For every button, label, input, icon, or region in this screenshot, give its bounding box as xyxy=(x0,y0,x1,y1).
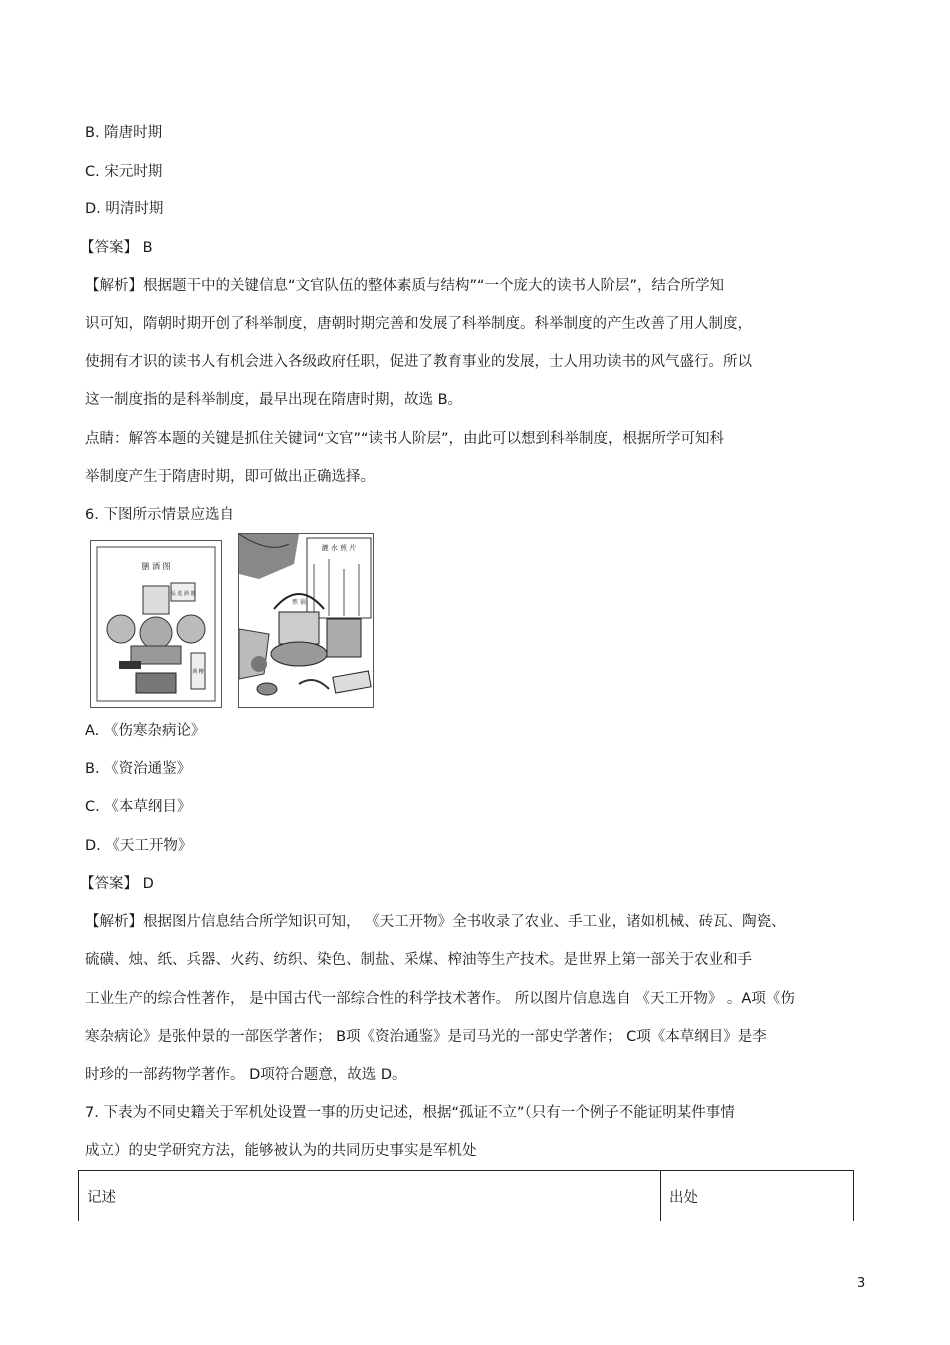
fig-left-label-1: 品 选 酒 器 xyxy=(170,591,196,597)
question-stem: 7. 下表为不同史籍关于军机处设置一事的历史记述，根据“孤证不立”（只有一个例子不能证明某件事情 xyxy=(85,1105,735,1121)
analysis-line: 硫磺、烛、纸、兵器、火药、纺织、染色、制盐、采煤、榨油等生产技术。是世界上第一部关于农业和手 xyxy=(85,952,752,968)
analysis-line: 寒杂病论》是张仲景的一部医学著作； B项《资治通鉴》是司马光的一部史学著作； C项《本草纲目》是李 xyxy=(85,1029,767,1045)
option-b: B. 《资治通鉴》 xyxy=(85,761,192,777)
analysis-line: 工业生产的综合性著作， 是中国古代一部综合性的科学技术著作。 所以图片信息选自 《天工开物》 。A项《伤 xyxy=(85,991,795,1007)
table-header-source: 出处 xyxy=(661,1171,854,1222)
option-d: D. 《天工开物》 xyxy=(85,838,193,854)
tips-line: 点睛：解答本题的关键是抓住关键词“文官”“读书人阶层”，由此可以想到科举制度，根据所学可知科 xyxy=(85,431,725,447)
table-header-row xyxy=(79,1171,854,1222)
fig-left-title: 膳 酒 图 xyxy=(141,562,171,571)
fig-right-label-1: 煎 锅 xyxy=(292,599,306,606)
records-table xyxy=(78,1170,854,1221)
analysis-line: 【解析】根据图片信息结合所学知识可知， 《天工开物》全书收录了农业、手工业，诸如机械、砖瓦、陶瓷、 xyxy=(85,914,786,930)
question-stem: 6. 下图所示情景应选自 xyxy=(85,507,234,523)
table-header-record: 记述 xyxy=(79,1171,661,1222)
option-d: D. 明清时期 xyxy=(85,201,164,217)
option-b: B. 隋唐时期 xyxy=(85,125,163,141)
answer-label: 【答案】 D xyxy=(80,876,154,892)
tips-line: 举制度产生于隋唐时期，即可做出正确选择。 xyxy=(85,469,375,485)
analysis-line: 【解析】根据题干中的关键信息“文官队伍的整体素质与结构”“一个庞大的读书人阶层”，结合所学知 xyxy=(85,278,725,294)
analysis-line: 时珍的一部药物学著作。 D项符合题意，故选 D。 xyxy=(85,1067,407,1083)
woodcut-left-drawing xyxy=(91,541,221,707)
analysis-line: 识可知，隋朝时期开创了科举制度，唐朝时期完善和发展了科举制度。科举制度的产生改善了用人制度， xyxy=(85,316,752,332)
option-c: C. 宋元时期 xyxy=(85,164,163,180)
page-number: 3 xyxy=(857,1276,866,1291)
analysis-line: 这一制度指的是科举制度，最早出现在隋唐时期，故选 B。 xyxy=(85,392,463,408)
woodcut-illustration-left xyxy=(90,540,222,708)
answer-label: 【答案】 B xyxy=(80,240,153,256)
option-a: A. 《伤寒杂病论》 xyxy=(85,723,206,739)
fig-left-label-2: 酒 糟 xyxy=(192,669,204,675)
fig-right-title: 漉 水 煎 片 xyxy=(321,544,357,552)
woodcut-right-drawing xyxy=(239,534,373,707)
option-c: C. 《本草纲目》 xyxy=(85,799,192,815)
question-stem: 成立）的史学研究方法，能够被认为的共同历史事实是军机处 xyxy=(85,1143,477,1159)
analysis-line: 使拥有才识的读书人有机会进入各级政府任职，促进了教育事业的发展，士人用功读书的风气盛行。所以 xyxy=(85,354,752,370)
woodcut-illustration-right xyxy=(238,533,374,708)
